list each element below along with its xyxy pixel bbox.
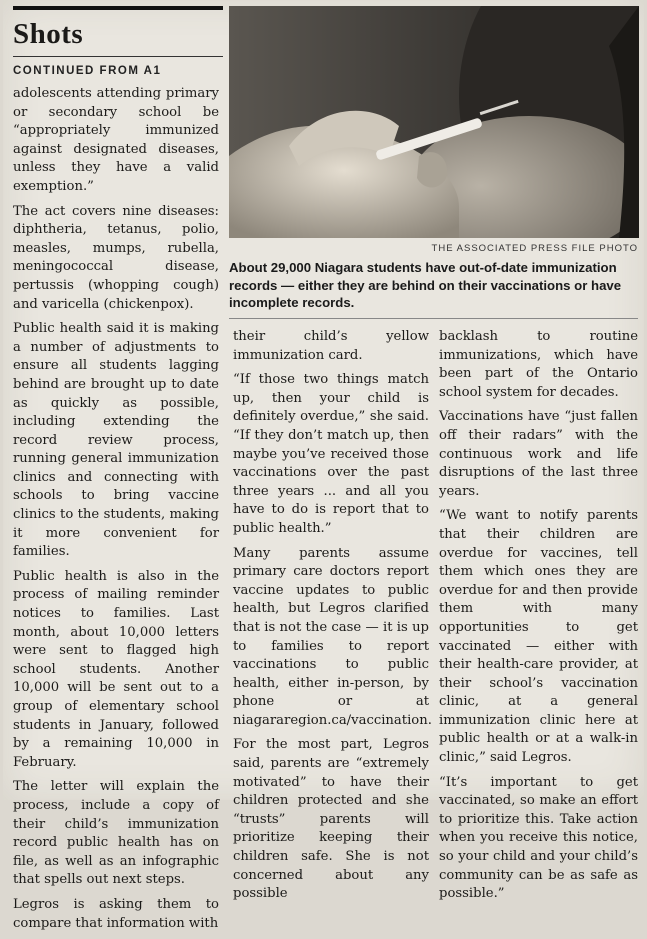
section-title: Shots (13, 6, 223, 57)
paragraph: Public health is also in the process of mailing reminder notices to families. Last month, about 10,000 letters were sent to flagged high school students. Another 10,000 will be sent out to a group of elementary school students in January, followed by a remaining 10,000 in February. (13, 568, 219, 770)
paragraph: The act covers nine diseases: diphtheria, tetanus, polio, measles, mumps, rubella, meningococcal disease, pertussis (whopping cough) and varicella (chickenpox). (13, 203, 219, 312)
paragraph: adolescents attending primary or secondary school be “appropriately immunized against designated diseases, unless they have a valid exemption.” (13, 86, 219, 194)
article-column-1 (13, 85, 219, 939)
photo-credit: THE ASSOCIATED PRESS FILE PHOTO (431, 243, 638, 254)
section-header (13, 6, 223, 77)
paragraph: Vaccinations have “just fallen off their radars” with the continuous work and life disruptions of the last three years. (439, 409, 638, 499)
caption-divider (229, 318, 638, 319)
news-photo (229, 6, 639, 238)
paragraph: their child’s yellow immunization card. (233, 329, 429, 363)
article-column-3 (439, 328, 638, 910)
article-column-2 (233, 328, 432, 910)
paragraph: “If those two things match up, then your child is definitely overdue,” she said. “If they don’t match up, then maybe you’ve received those vaccinations over the past three years ... and all you have to do is report that to public health.” (233, 372, 429, 536)
paragraph: backlash to routine immunizations, which have been part of the Ontario school system for decades. (439, 329, 638, 400)
photo-caption: About 29,000 Niagara students have out-of-date immunization records — either they are behind on their vaccinations or have incomplete records. (229, 260, 622, 310)
paragraph: “It’s important to get vaccinated, so make an effort to prioritize this. Take action when you receive this notice, so your child and your child’s community can be as safe as possible.” (439, 774, 638, 902)
paragraph: Public health said it is making a number of adjustments to ensure all students lagging behind are brought up to date as quickly as possible, including extending the record review process, running general immunization clinics and connecting with schools to bring vaccine clinics to the students, making it more convenient for families. (13, 321, 219, 560)
paragraph: “We want to notify parents that their children are overdue for vaccines, tell them which ones they are overdue for and then provide them with many opportunities to get vaccinated — either with their health-care provider, at their school’s vaccination clinic, at a general immunization clinic here at public health or at a walk-in clinic,” said Legros. (439, 508, 638, 766)
newspaper-page (3, 0, 644, 931)
paragraph: Many parents assume primary care doctors report vaccine updates to public health, but Legros clarified that is not the case — it is up to families to report vaccinations to public health, either in-person, by phone or at niagararegion.ca/vaccination. (233, 545, 432, 728)
paragraph: For the most part, Legros said, parents are “extremely motivated” to have their children protected and she “trusts” parents will prioritize keeping their children safe. She is not concerned about any possible (233, 737, 429, 902)
continued-from-label: CONTINUED FROM A1 (13, 65, 162, 77)
paragraph: The letter will explain the process, include a copy of their child’s immunization record public health has on file, as well as an infographic that spells out next steps. (13, 779, 219, 888)
paragraph: Legros is asking them to compare that information with (13, 896, 219, 931)
